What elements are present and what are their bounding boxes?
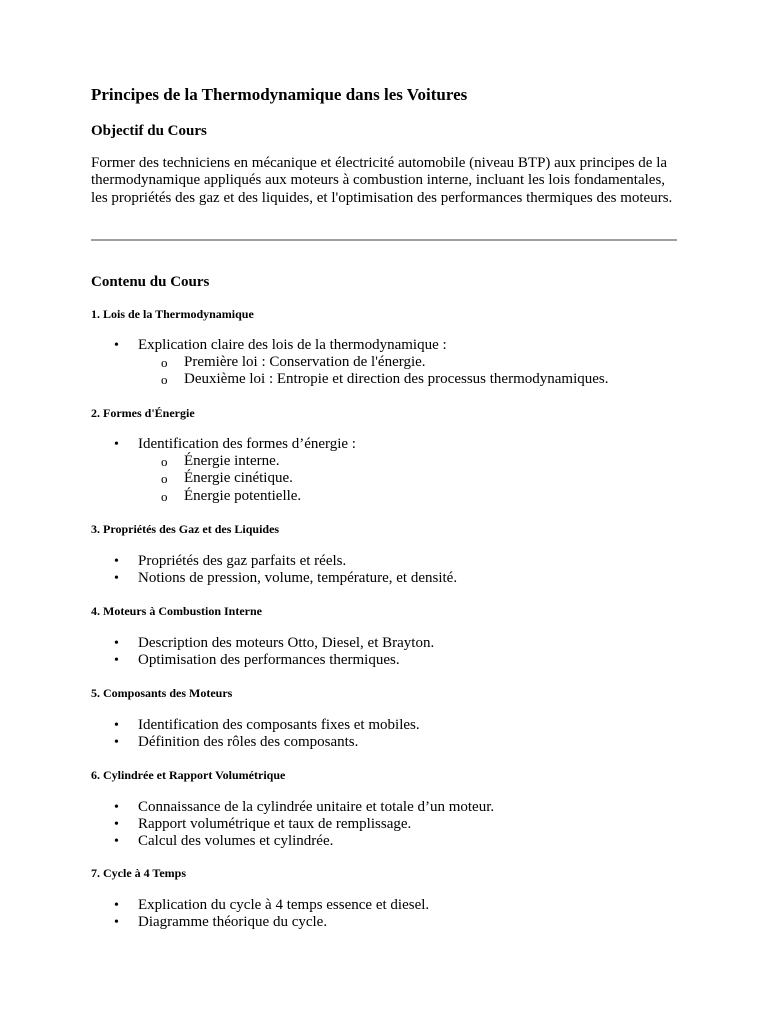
list-item: • Notions de pression, volume, température, et densité. (91, 570, 457, 587)
objective-paragraph: Former des techniciens en mécanique et électricité automobile (niveau BTP) aux principes de la thermodynamique appliqués aux moteurs à combustion interne, incluant les lois fondamentales, les propriétés des gaz et des liquides, et l'optimisation des performances thermiques des moteurs. (91, 155, 673, 206)
section-title-5: 5. Composants des Moteurs (91, 686, 233, 700)
sub-list (138, 453, 356, 505)
section-list-4 (91, 635, 434, 669)
section-title-3: 3. Propriétés des Gaz et des Liquides (91, 522, 280, 536)
section-title-7: 7. Cycle à 4 Temps (91, 866, 187, 880)
objective-heading: Objectif du Cours (91, 123, 207, 139)
section-list-5 (91, 717, 420, 751)
list-item: • Définition des rôles des composants. (91, 734, 420, 751)
document-title: Principes de la Thermodynamique dans les Voitures (91, 85, 468, 104)
list-item: • Propriétés des gaz parfaits et réels. (91, 553, 457, 570)
section-divider (91, 239, 677, 241)
sub-list-item: o Deuxième loi : Entropie et direction des processus thermodynamiques. (138, 371, 608, 388)
list-item: • Rapport volumétrique et taux de remplissage. (91, 816, 494, 833)
sub-list-item: o Première loi : Conservation de l'énergie. (138, 354, 608, 371)
section-title-6: 6. Cylindrée et Rapport Volumétrique (91, 768, 286, 782)
section-list-3 (91, 553, 457, 587)
section-title-4: 4. Moteurs à Combustion Interne (91, 604, 262, 618)
list-item: • Identification des composants fixes et mobiles. (91, 717, 420, 734)
list-item: • Optimisation des performances thermiques. (91, 652, 434, 669)
sub-list-item: o Énergie interne. (138, 453, 356, 470)
section-list-7 (91, 897, 429, 931)
list-item: • Diagramme théorique du cycle. (91, 914, 429, 931)
list-item: • Explication du cycle à 4 temps essence et diesel. (91, 897, 429, 914)
sub-list (138, 354, 608, 388)
section-title-2: 2. Formes d'Énergie (91, 406, 195, 420)
section-list-2 (91, 436, 356, 505)
sub-list-item: o Énergie potentielle. (138, 488, 356, 505)
list-item: • Identification des formes d’énergie : o Énergie interne. o Énergie cinétique. o Énergie potentielle. (91, 436, 356, 505)
list-item: • Connaissance de la cylindrée unitaire et totale d’un moteur. (91, 799, 494, 816)
list-item: • Description des moteurs Otto, Diesel, et Brayton. (91, 635, 434, 652)
list-item: • Explication claire des lois de la thermodynamique : o Première loi : Conservation de l'énergie. o Deuxième loi : Entropie et direction des processus thermodynamiques. (91, 337, 608, 389)
section-title-1: 1. Lois de la Thermodynamique (91, 307, 254, 321)
sub-list-item: o Énergie cinétique. (138, 470, 356, 487)
section-list-6 (91, 799, 494, 851)
list-item: • Calcul des volumes et cylindrée. (91, 833, 494, 850)
content-heading: Contenu du Cours (91, 274, 210, 290)
section-list-1 (91, 337, 608, 389)
